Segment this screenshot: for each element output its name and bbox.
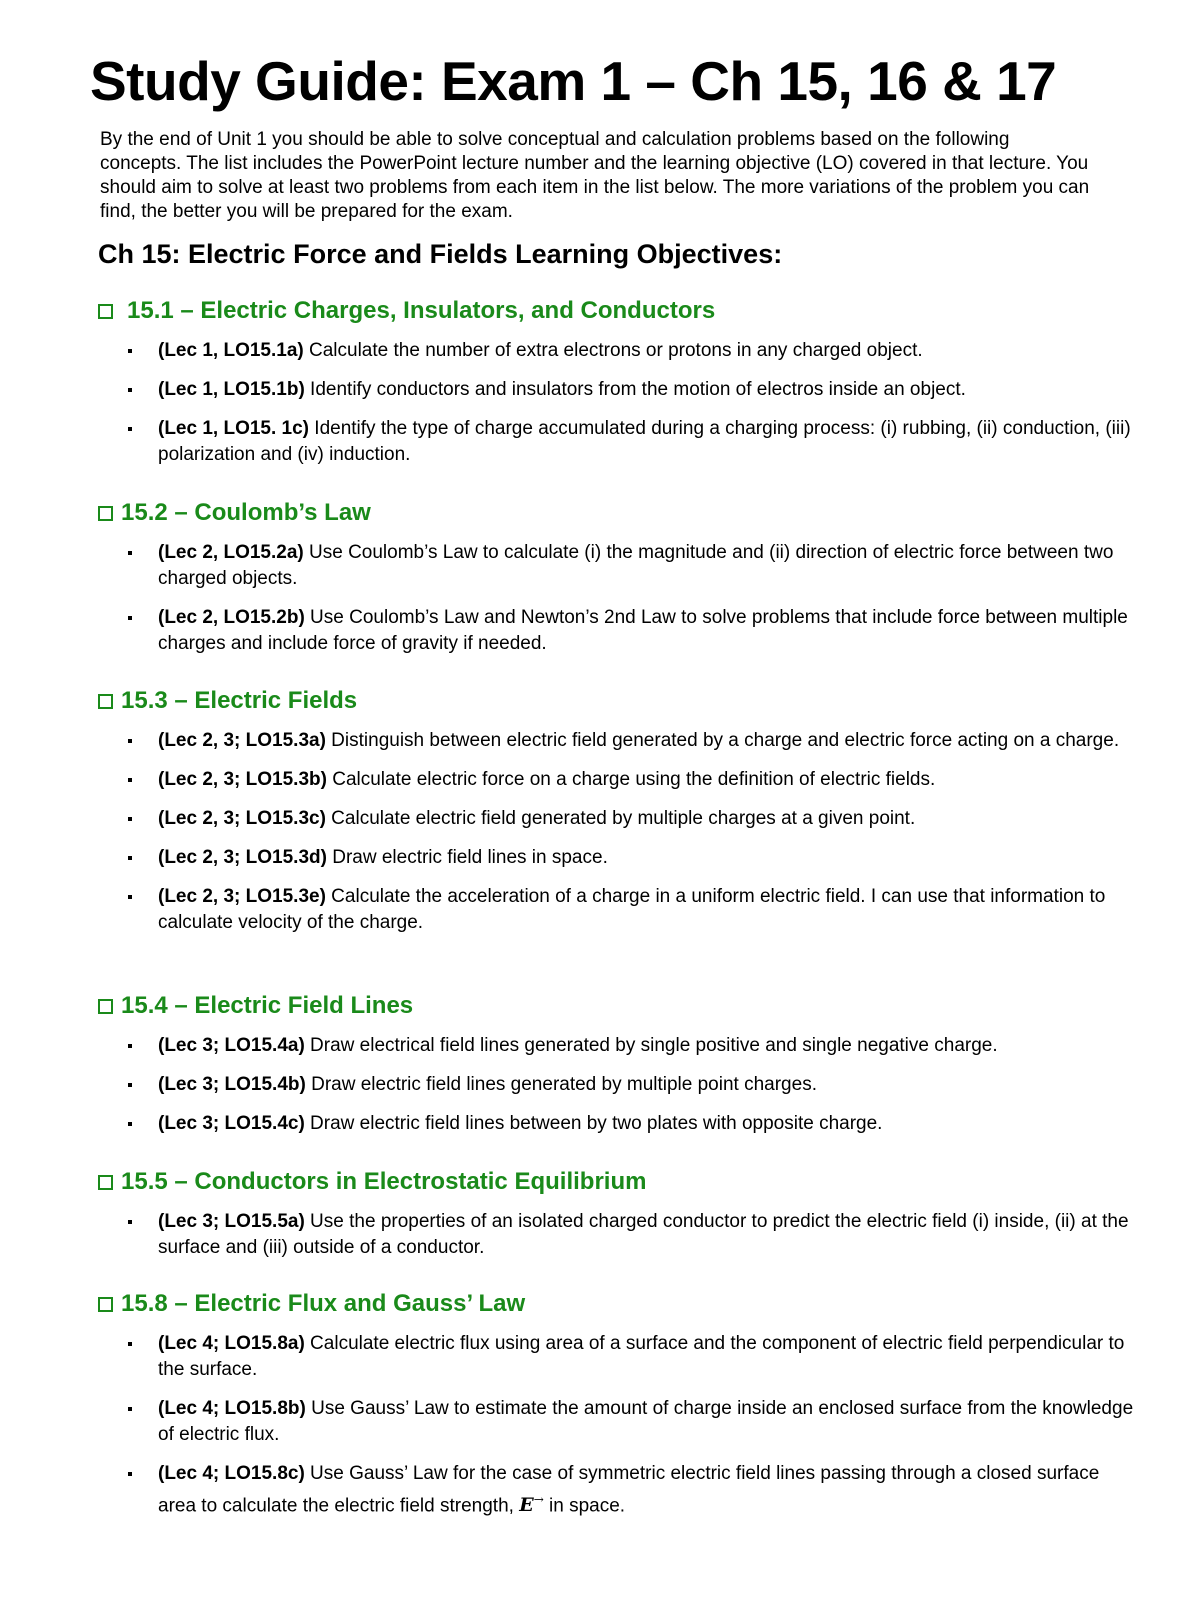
- checkbox-icon: [98, 1297, 113, 1312]
- checkbox-icon: [98, 304, 113, 319]
- objective-code: (Lec 3; LO15.4b): [158, 1074, 306, 1095]
- bullet-icon: [128, 616, 132, 620]
- list-item: [98, 767, 1138, 793]
- objective-text: Use Gauss’ Law for the case of symmetric electric field lines passing through a closed surface area to calculate the electric field strength,: [158, 1463, 1100, 1517]
- objective-text: Use Coulomb’s Law and Newton’s 2nd Law to solve problems that include force between multiple charges and include force of gravity if needed.: [158, 607, 1128, 654]
- bullet-icon: [128, 739, 132, 743]
- checkbox-icon: [98, 506, 113, 521]
- bullet-icon: [128, 1220, 132, 1224]
- objective-text: Draw electric field lines in space.: [326, 847, 608, 868]
- bullet-icon: [128, 1044, 132, 1048]
- section-15-3: [98, 686, 1138, 936]
- list-item: [98, 1331, 1138, 1383]
- section-15-8: [98, 1289, 1138, 1519]
- objective-code: (Lec 2, 3; LO15.3e): [158, 886, 326, 907]
- objective-text: Calculate electric field generated by multiple charges at a given point.: [325, 808, 916, 829]
- section-15-1: [98, 296, 1138, 468]
- objective-list: [98, 1331, 1138, 1519]
- objective-list: [98, 1033, 1138, 1137]
- section-title: 15.5 – Conductors in Electrostatic Equilibrium: [121, 1168, 647, 1195]
- bullet-icon: [128, 551, 132, 555]
- objective-code: (Lec 4; LO15.8b): [158, 1398, 306, 1419]
- objective-code: (Lec 4; LO15.8c): [158, 1463, 305, 1484]
- intro-paragraph: By the end of Unit 1 you should be able to solve conceptual and calculation problems based on the following concepts. The list includes the PowerPoint lecture number and the learning objective (LO) covered in that lecture. You should aim to solve at least two problems from each item in the list below. The more variations of the problem you can find, the better you will be prepared for the exam.: [100, 129, 1090, 222]
- objective-text: Calculate electric force on a charge using the definition of electric fields.: [326, 769, 936, 790]
- list-item: [98, 1209, 1138, 1261]
- bullet-icon: [128, 1342, 132, 1346]
- objective-code: (Lec 2, 3; LO15.3b): [158, 769, 327, 790]
- objective-code: (Lec 3; LO15.5a): [158, 1211, 305, 1232]
- list-item: [98, 605, 1138, 657]
- objective-text: Calculate the acceleration of a charge in a uniform electric field. I can use that information to calculate velocity of the charge.: [158, 886, 1106, 933]
- bullet-icon: [128, 778, 132, 782]
- section-title: 15.8 – Electric Flux and Gauss’ Law: [121, 1290, 526, 1317]
- section-title: 15.2 – Coulomb’s Law: [121, 499, 371, 526]
- section-15-4: [98, 991, 1138, 1137]
- list-item: [98, 377, 1138, 403]
- objective-text: Draw electrical field lines generated by single positive and single negative charge.: [304, 1035, 998, 1056]
- list-item: [98, 416, 1138, 468]
- objective-code: (Lec 1, LO15. 1c): [158, 418, 310, 439]
- objective-text: Calculate the number of extra electrons or protons in any charged object.: [303, 340, 923, 361]
- objective-list: [98, 1209, 1138, 1261]
- bullet-icon: [128, 856, 132, 860]
- objective-text: Use Coulomb’s Law to calculate (i) the magnitude and (ii) direction of electric force between two charged objects.: [158, 542, 1114, 589]
- objective-text: Distinguish between electric field generated by a charge and electric force acting on a charge.: [325, 730, 1120, 751]
- section-title: 15.4 – Electric Field Lines: [121, 992, 414, 1019]
- section-heading: [98, 498, 1138, 528]
- list-item: [98, 884, 1138, 936]
- objective-text: Identify conductors and insulators from the motion of electros inside an object.: [304, 379, 966, 400]
- page-title: Study Guide: Exam 1 – Ch 15, 16 & 17: [90, 50, 1057, 112]
- list-item: [98, 540, 1138, 592]
- bullet-icon: [128, 1122, 132, 1126]
- checkbox-icon: [98, 694, 113, 709]
- list-item: [98, 1072, 1138, 1098]
- objective-list: [98, 728, 1138, 936]
- bullet-icon: [128, 1083, 132, 1087]
- section-heading: [98, 686, 1138, 716]
- chapter-heading: Ch 15: Electric Force and Fields Learning Objectives:: [98, 239, 783, 269]
- bullet-icon: [128, 1472, 132, 1476]
- checkbox-icon: [98, 999, 113, 1014]
- section-heading: [98, 991, 1138, 1021]
- section-heading: [98, 1167, 1138, 1197]
- objective-code: (Lec 2, 3; LO15.3c): [158, 808, 326, 829]
- objective-text: Draw electric field lines between by two plates with opposite charge.: [304, 1113, 883, 1134]
- objective-code: (Lec 2, 3; LO15.3d): [158, 847, 327, 868]
- objective-code: (Lec 2, LO15.2a): [158, 542, 304, 563]
- bullet-icon: [128, 427, 132, 431]
- objective-text: Identify the type of charge accumulated during a charging process: (i) rubbing, (ii) conduction, (iii) polarization and (iv) induction.: [158, 418, 1131, 465]
- objective-list: [98, 338, 1138, 468]
- list-item: [98, 845, 1138, 871]
- section-heading: [98, 1289, 1138, 1319]
- list-item: [98, 1461, 1138, 1519]
- objective-code: (Lec 1, LO15.1a): [158, 340, 304, 361]
- objective-list: [98, 540, 1138, 657]
- electric-field-vector-symbol: E→: [519, 1493, 544, 1517]
- section-15-2: [98, 498, 1138, 657]
- bullet-icon: [128, 895, 132, 899]
- objective-code: (Lec 3; LO15.4c): [158, 1113, 305, 1134]
- list-item: [98, 338, 1138, 364]
- list-item: [98, 1033, 1138, 1059]
- objective-text: Use Gauss’ Law to estimate the amount of charge inside an enclosed surface from the knowledge of electric flux.: [158, 1398, 1134, 1445]
- checkbox-icon: [98, 1175, 113, 1190]
- list-item: [98, 728, 1138, 754]
- objective-text: Calculate electric flux using area of a surface and the component of electric field perpendicular to the surface.: [158, 1333, 1125, 1380]
- section-title: 15.3 – Electric Fields: [121, 687, 358, 714]
- vector-arrow-icon: →: [533, 1493, 544, 1507]
- bullet-icon: [128, 349, 132, 353]
- objective-code: (Lec 2, 3; LO15.3a): [158, 730, 326, 751]
- section-title: 15.1 – Electric Charges, Insulators, and Conductors: [127, 297, 716, 324]
- objective-code: (Lec 4; LO15.8a): [158, 1333, 305, 1354]
- section-15-5: [98, 1167, 1138, 1261]
- list-item: [98, 1396, 1138, 1448]
- objective-code: (Lec 2, LO15.2b): [158, 607, 305, 628]
- objective-code: (Lec 1, LO15.1b): [158, 379, 305, 400]
- list-item: [98, 806, 1138, 832]
- list-item: [98, 1111, 1138, 1137]
- bullet-icon: [128, 388, 132, 392]
- objective-text: Draw electric field lines generated by multiple point charges.: [305, 1074, 817, 1095]
- section-heading: [98, 296, 1138, 326]
- objective-text: Use the properties of an isolated charged conductor to predict the electric field (i) inside, (ii) at the surface and (iii) outside of a conductor.: [158, 1211, 1129, 1258]
- objective-code: (Lec 3; LO15.4a): [158, 1035, 305, 1056]
- objective-text-end: in space.: [543, 1495, 626, 1517]
- bullet-icon: [128, 1407, 132, 1411]
- bullet-icon: [128, 817, 132, 821]
